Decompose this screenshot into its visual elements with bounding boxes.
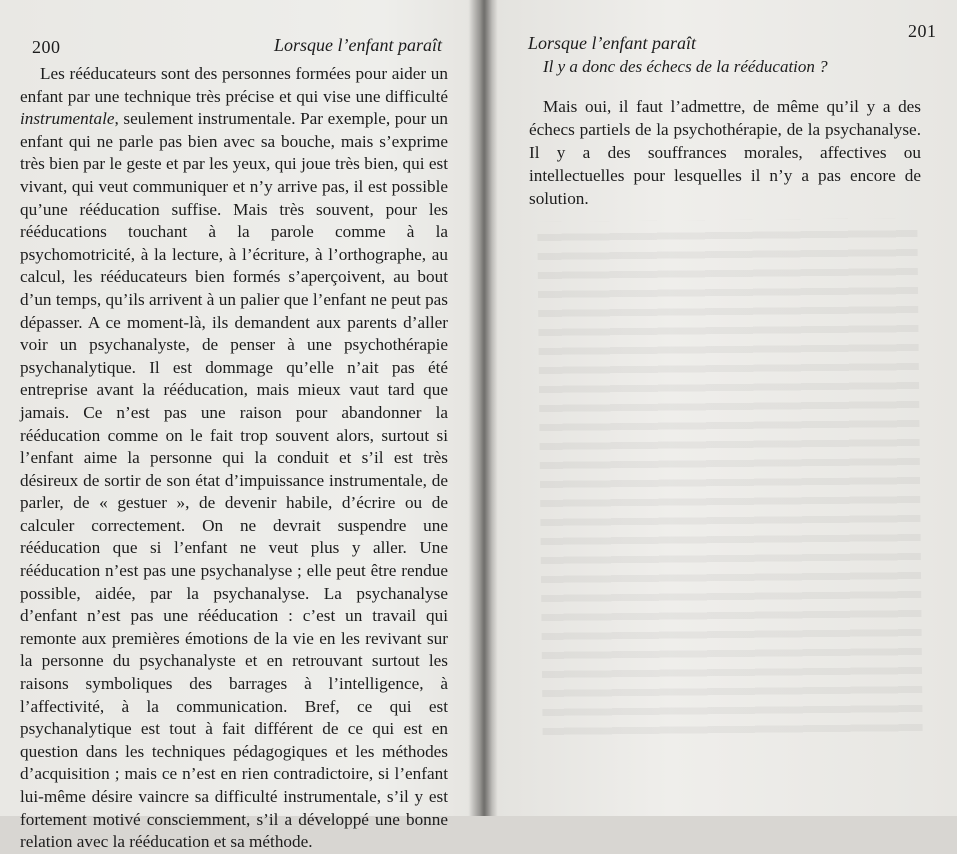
- paragraph-text-rest: , seulement instrumentale. Par exemple, pour un enfant qui ne parle pas bien avec sa bouche, mais s’exprime très bien par le geste et par les yeux, qui joue très bien, qui est vivant, qui veut communiquer et n’y arrive pas, il est possible qu’une rééducation suffise. Mais très souvent, pour les rééducations touchant à la parole comme à la psychomotricité, à la lecture, à l’écriture, à l’orthographe, au calcul, les rééducateurs bien formés s’aperçoivent, au bout d’un temps, qu’ils arrivent à un palier que l’enfant ne peut pas dépasser. A ce moment-là, ils demandent aux parents d’aller voir un psychanalyste, de penser à une psychothérapie psychanalytique. Il est dommage qu’elle n’ait pas été entreprise avant la rééducation, mais mieux vaut tard que jamais. Ce n’est pas une raison pour abandonner la rééducation comme on le fait trop souvent alors, surtout si l’enfant aime la personne qui la conduit et s’il est très désireux de sortir de son état d’impuissance instrumentale, de parler, de « gestuer », de devenir habile, d’écrire ou de calculer correctement. On ne devrait suspendre une rééducation que si l’enfant ne veut plus y aller. Une rééducation n’est pas une psychanalyse ; elle peut être rendue possible, aidée, par la psychanalyse. La psychanalyse d’enfant n’est pas une rééducation : c’est un travail qui remonte aux premières émotions de la vie en les revivant sur la personne du psychanalyste et en retrouvant surtout les raisons symboliques des barrages à l’intelligence, à l’affectivité, à la communication. Bref, ce qui est psychanalytique est tout à fait différent de ce qui est en question dans les techniques pédagogiques et les méthodes d’acquisition ; mais ce n’est en rien contradictoire, si l’enfant lui-même désire vaincre sa difficulté instrumentale, s’il y est fortement motivé consciemment, s’il a développé une bonne relation avec la rééducation et sa méthode.: [20, 109, 448, 852]
- interview-question: Il y a donc des échecs de la rééducation ?: [543, 57, 828, 76]
- page-number: 201: [908, 21, 937, 41]
- page-number: 200: [32, 37, 61, 57]
- emphasized-word: instrumentale: [20, 109, 115, 129]
- running-head: Lorsque l’enfant paraît: [528, 33, 697, 53]
- right-page: [495, 0, 957, 816]
- running-head: Lorsque l’enfant paraît: [273, 35, 442, 55]
- body-paragraph: [20, 63, 448, 854]
- answer-paragraph: Mais oui, il faut l’admettre, de même qu’il y a des échecs partiels de la psychothérapie, de la psychanalyse. Il y a des souffrances morales, affectives ou intellectuelles pour lesquelles il n’y a pas encore de solution.: [529, 97, 921, 208]
- paragraph-text-start: Les rééducateurs sont des personnes formées pour aider un enfant par une technique très précise et qui vise une difficulté: [20, 64, 448, 106]
